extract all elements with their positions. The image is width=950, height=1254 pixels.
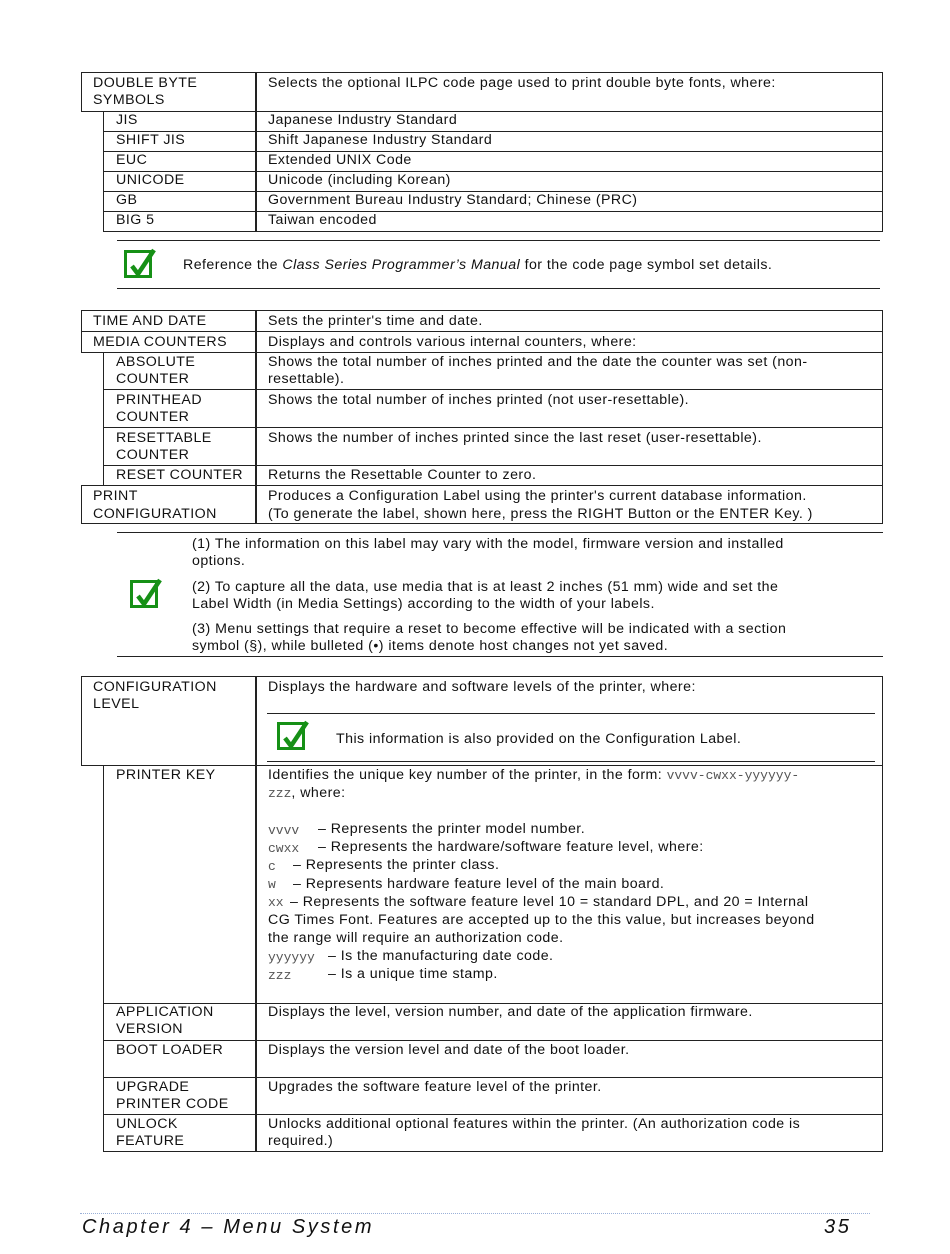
checkmark-icon bbox=[124, 250, 152, 278]
code-xx-text: the range will require an authorization code. bbox=[268, 930, 564, 946]
resettable-counter-desc: Shows the number of inches printed since the last reset (user-resettable). bbox=[268, 430, 762, 446]
code-vvvv: vvvv bbox=[268, 823, 300, 838]
reset-counter-label: RESET COUNTER bbox=[116, 467, 243, 483]
row-label: JIS bbox=[116, 112, 138, 128]
code-yyyyyy: yyyyyy bbox=[268, 950, 315, 965]
boot-loader-label: BOOT LOADER bbox=[116, 1042, 224, 1058]
row-label: SHIFT JIS bbox=[116, 132, 186, 148]
unlock-label: UNLOCK bbox=[116, 1116, 178, 1132]
resettable-counter-label: COUNTER bbox=[116, 447, 190, 463]
code-vvvv-text: – Represents the printer model number. bbox=[318, 821, 586, 837]
double-byte-desc: Selects the optional ILPC code page used to print double byte fonts, where: bbox=[268, 75, 776, 91]
note-top-rule bbox=[117, 240, 880, 241]
code-cwxx-text: – Represents the hardware/software feature level, where: bbox=[318, 839, 704, 855]
boot-loader-desc: Displays the version level and date of the boot loader. bbox=[268, 1042, 630, 1058]
note-bottom-rule bbox=[117, 288, 880, 289]
code-c-text: – Represents the printer class. bbox=[293, 857, 500, 873]
unlock-desc: Unlocks additional optional features within the printer. (An authorization code is bbox=[268, 1116, 801, 1132]
row-desc: Unicode (including Korean) bbox=[268, 172, 451, 188]
footer-rule bbox=[80, 1213, 870, 1214]
app-version-label: APPLICATION bbox=[116, 1004, 214, 1020]
print-config-label: PRINT bbox=[93, 488, 138, 504]
code-cwxx: cwxx bbox=[268, 841, 300, 856]
unlock-desc: required.) bbox=[268, 1133, 334, 1149]
note-top-rule bbox=[117, 532, 883, 533]
code-w-text: – Represents hardware feature level of the main board. bbox=[293, 876, 665, 892]
reset-counter-desc: Returns the Resettable Counter to zero. bbox=[268, 467, 537, 483]
printhead-counter-label: PRINTHEAD bbox=[116, 392, 203, 408]
printhead-counter-desc: Shows the total number of inches printed (not user-resettable). bbox=[268, 392, 690, 408]
row-desc: Taiwan encoded bbox=[268, 212, 377, 228]
absolute-counter-label: ABSOLUTE bbox=[116, 354, 196, 370]
print-config-desc: (To generate the label, shown here, press the RIGHT Button or the ENTER Key. ) bbox=[268, 506, 813, 522]
printer-key-intro: zzz, where: bbox=[268, 785, 346, 801]
checkmark-icon bbox=[277, 722, 305, 750]
note-text: (1) The information on this label may vary with the model, firmware version and installed bbox=[192, 536, 784, 552]
code-xx: xx bbox=[268, 895, 284, 910]
app-version-label: VERSION bbox=[116, 1021, 184, 1037]
print-config-desc: Produces a Configuration Label using the printer's current database information. bbox=[268, 488, 807, 504]
upgrade-desc: Upgrades the software feature level of the printer. bbox=[268, 1079, 602, 1095]
row-label: UNICODE bbox=[116, 172, 185, 188]
media-counters-label: MEDIA COUNTERS bbox=[93, 334, 228, 350]
media-counters-desc: Displays and controls various internal counters, where: bbox=[268, 334, 637, 350]
note-text: options. bbox=[192, 553, 246, 569]
printer-key-intro: Identifies the unique key number of the printer, in the form: vvvv-cwxx-yyyyyy- bbox=[268, 767, 800, 783]
row-label: EUC bbox=[116, 152, 148, 168]
inner-note-top-rule bbox=[267, 713, 875, 714]
code-xx-text: – Represents the software feature level 10 = standard DPL, and 20 = Internal bbox=[290, 894, 809, 910]
absolute-counter-label: COUNTER bbox=[116, 371, 190, 387]
checkmark-icon bbox=[130, 580, 158, 608]
upgrade-label: PRINTER CODE bbox=[116, 1096, 229, 1112]
footer-chapter: Chapter 4 – Menu System bbox=[82, 1216, 375, 1238]
row-label: GB bbox=[116, 192, 138, 208]
absolute-counter-desc: Shows the total number of inches printed and the date the counter was set (non- bbox=[268, 354, 808, 370]
note-text: (3) Menu settings that require a reset to become effective will be indicated with a section bbox=[192, 621, 787, 637]
app-version-desc: Displays the level, version number, and date of the application firmware. bbox=[268, 1004, 753, 1020]
row-desc: Shift Japanese Industry Standard bbox=[268, 132, 493, 148]
code-zzz: zzz bbox=[268, 968, 292, 983]
note-text: Label Width (in Media Settings) according to the width of your labels. bbox=[192, 596, 655, 612]
config-level-note: This information is also provided on the Configuration Label. bbox=[336, 731, 742, 747]
config-level-label: CONFIGURATION bbox=[93, 679, 217, 695]
upgrade-label: UPGRADE bbox=[116, 1079, 190, 1095]
config-level-label: LEVEL bbox=[93, 696, 140, 712]
note-text: Reference the Class Series Programmer’s Manual for the code page symbol set details. bbox=[183, 257, 773, 273]
inner-note-bottom-rule bbox=[267, 761, 875, 762]
row-label: BIG 5 bbox=[116, 212, 155, 228]
note-text: symbol (§), while bulleted (•) items denote host changes not yet saved. bbox=[192, 638, 669, 654]
printer-key-label-cell bbox=[103, 765, 257, 1004]
code-c: c bbox=[268, 859, 276, 874]
double-byte-label: DOUBLE BYTE bbox=[93, 75, 198, 91]
print-config-label: CONFIGURATION bbox=[93, 506, 217, 522]
double-byte-label: SYMBOLS bbox=[93, 92, 165, 108]
resettable-counter-label: RESETTABLE bbox=[116, 430, 212, 446]
note-bottom-rule bbox=[117, 656, 883, 657]
row-desc: Government Bureau Industry Standard; Chinese (PRC) bbox=[268, 192, 638, 208]
code-xx-text: CG Times Font. Features are accepted up to the this value, but increases beyond bbox=[268, 912, 815, 928]
config-level-desc: Displays the hardware and software levels of the printer, where: bbox=[268, 679, 696, 695]
code-w: w bbox=[268, 877, 276, 892]
code-yyyyyy-text: – Is the manufacturing date code. bbox=[328, 948, 554, 964]
unlock-label: FEATURE bbox=[116, 1133, 185, 1149]
code-zzz-text: – Is a unique time stamp. bbox=[328, 966, 498, 982]
printer-key-label: PRINTER KEY bbox=[116, 767, 216, 783]
page-number: 35 bbox=[824, 1216, 852, 1238]
row-desc: Extended UNIX Code bbox=[268, 152, 412, 168]
row-desc: Japanese Industry Standard bbox=[268, 112, 458, 128]
printhead-counter-label: COUNTER bbox=[116, 409, 190, 425]
absolute-counter-desc: resettable). bbox=[268, 371, 345, 387]
time-date-label: TIME AND DATE bbox=[93, 313, 207, 329]
note-text: (2) To capture all the data, use media that is at least 2 inches (51 mm) wide and set the bbox=[192, 579, 779, 595]
time-date-desc: Sets the printer's time and date. bbox=[268, 313, 483, 329]
